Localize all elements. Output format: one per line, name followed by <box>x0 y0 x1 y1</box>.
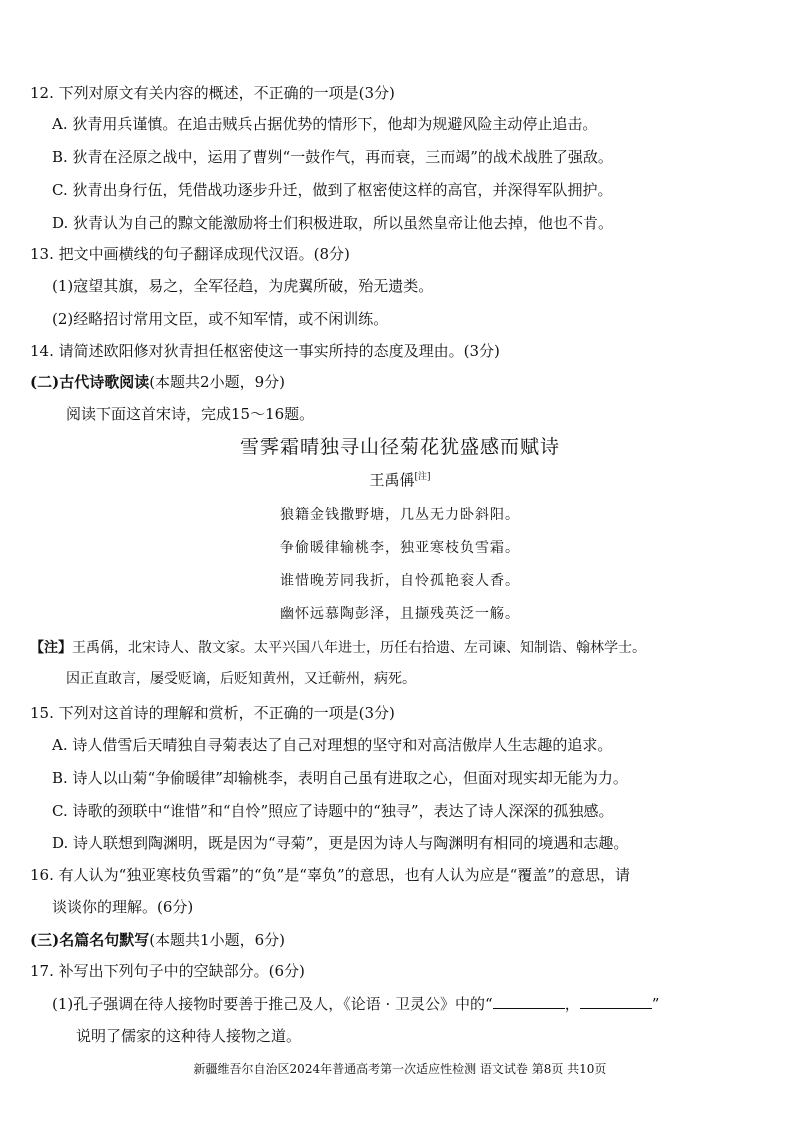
note-text-1: 王禹偁，北宋诗人、散文家。太平兴国八年进士，历任右拾遗、左司谏、知制诰、翰林学士。 <box>72 640 646 656</box>
section3-meta: (本题共1小题，6分) <box>149 931 285 949</box>
q16-stem-line-2: 谈谈你的理解。(6分) <box>52 898 194 916</box>
poem-author: 王禹偁 <box>369 471 415 489</box>
section3-heading: (三)名篇名句默写 <box>30 931 150 949</box>
q17-item1-text: (1)孔子强调在待人接物时要善于推己及人，《论语 · 卫灵公》中的“ <box>52 995 493 1013</box>
q13-item-2: (2)经略招讨常用文臣，或不知军情，或不闲训练。 <box>52 310 389 328</box>
q13-stem: 13. 把文中画横线的句子翻译成现代汉语。(8分) <box>30 245 350 263</box>
poem-line-4: 幽怀远慕陶彭泽，且撷残英泛一觞。 <box>280 606 520 622</box>
q15-option-b: B. 诗人以山菊“争偷暖律”却输桃李，表明自己虽有进取之心，但面对现实却无能为力。 <box>52 769 628 787</box>
q12-option-a: A. 狄青用兵谨慎。在追击贼兵占据优势的情形下，他却为规避风险主动停止追击。 <box>52 115 598 133</box>
section2-intro: 阅读下面这首宋诗，完成15～16题。 <box>66 405 315 423</box>
q17-item-1-continuation: 说明了儒家的这种待人接物之道。 <box>76 1027 302 1045</box>
answer-blank-1[interactable] <box>493 996 565 1009</box>
q15-option-a: A. 诗人借雪后天晴独自寻菊表达了自己对理想的坚守和对高洁傲岸人生志趣的追求。 <box>52 736 613 754</box>
note-label: 【注】 <box>30 640 72 656</box>
q17-stem: 17. 补写出下列句子中的空缺部分。(6分) <box>30 962 305 980</box>
page-footer: 新疆维吾尔自治区2024年普通高考第一次适应性检测 语文试卷 第8页 共10页 <box>193 1062 607 1076</box>
poem-line-2: 争偷暖律输桃李，独亚寒枝负雪霜。 <box>280 540 520 556</box>
poem-author-note-mark: [注] <box>414 472 431 482</box>
q13-item-1: (1)寇望其旗，易之，全军径趋，为虎翼所破，殆无遗类。 <box>52 277 434 295</box>
q17-item-1 <box>52 995 659 1013</box>
section2-meta: (本题共2小题，9分) <box>149 373 285 391</box>
section2-heading: (二)古代诗歌阅读 <box>30 373 150 391</box>
section3-header <box>30 931 285 949</box>
q12-option-b: B. 狄青在泾原之战中，运用了曹刿“一鼓作气，再而衰，三而竭”的战术战胜了强敌。 <box>52 148 613 166</box>
poem-title: 雪霁霜晴独寻山径菊花犹盛感而赋诗 <box>239 436 560 458</box>
q12-option-c: C. 狄青出身行伍，凭借战功逐步升迁，做到了枢密使这样的高官，并深得军队拥护。 <box>52 181 613 199</box>
q15-option-d: D. 诗人联想到陶渊明，既是因为“寻菊”，更是因为诗人与陶渊明有相同的境遇和志趣。 <box>52 834 629 852</box>
section2-header <box>30 373 285 391</box>
q15-stem: 15. 下列对这首诗的理解和赏析，不正确的一项是(3分) <box>30 704 395 722</box>
poem-note-line-2: 因正直敢言，屡受贬谪，后贬知黄州，又迁蕲州，病死。 <box>66 671 416 687</box>
q12-option-d: D. 狄青认为自己的黥文能激励将士们积极进取，所以虽然皇帝让他去掉，他也不肯。 <box>52 214 614 232</box>
poem-note-line-1 <box>30 640 646 657</box>
q16-stem-line-1: 16. 有人认为“独亚寒枝负雪霜”的“负”是“辜负”的意思，也有人认为应是“覆盖”的意思，请 <box>30 866 630 884</box>
poem-line-1: 狼籍金钱撒野塘，几丛无力卧斜阳。 <box>280 507 520 523</box>
q17-item1-separator: ， <box>564 995 580 1013</box>
poem-line-3: 谁惜晚芳同我折，自怜孤艳衮人香。 <box>280 573 520 589</box>
poem-author-line <box>0 471 800 489</box>
q15-option-c: C. 诗歌的颈联中“谁惜”和“自怜”照应了诗题中的“独寻”，表达了诗人深深的孤独感。 <box>52 802 614 820</box>
q12-stem: 12. 下列对原文有关内容的概述，不正确的一项是(3分) <box>30 84 395 102</box>
q14-stem: 14. 请简述欧阳修对狄青担任枢密使这一事实所持的态度及理由。(3分) <box>30 342 500 360</box>
answer-blank-2[interactable] <box>580 996 652 1009</box>
q17-item1-close-quote: ” <box>651 995 660 1013</box>
